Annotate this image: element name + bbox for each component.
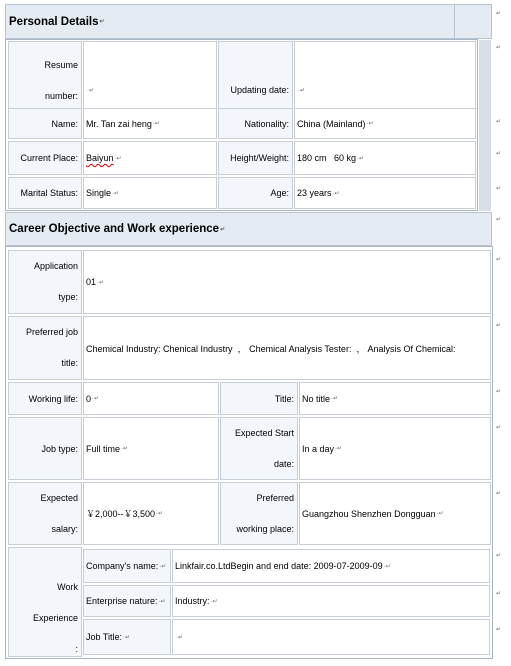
end-of-row-mark: ↵ xyxy=(496,11,502,17)
expected-start-date-value: In a day ·↵ xyxy=(299,417,491,480)
expected-salary-value: ￥2,000--￥3,500 ·↵ xyxy=(83,482,219,545)
marital-status-label: Marital Status: xyxy=(8,177,82,209)
end-of-row-mark: ↵ xyxy=(496,627,502,633)
header-divider xyxy=(454,4,455,39)
age-label: Age: xyxy=(218,177,293,209)
right-margin-bar xyxy=(479,40,491,211)
enterprise-nature-label: Enterprise nature: ·↵ xyxy=(83,585,171,617)
end-of-row-mark: ↵ xyxy=(496,591,502,597)
height-weight-label: Height/Weight: xyxy=(218,141,293,175)
enterprise-nature-value: Industry: ·↵ xyxy=(172,585,490,617)
name-value: Mr. Tan zai heng ·↵ xyxy=(83,108,217,139)
name-label: Name: xyxy=(8,108,82,139)
work-experience-label: Work Experience : xyxy=(8,547,82,657)
resume-number-label: Resume number: xyxy=(8,41,82,139)
current-place-value: Baiyun ·↵ xyxy=(83,141,217,175)
end-of-row-mark: ↵ xyxy=(496,257,502,263)
current-place-label: Current Place: xyxy=(8,141,82,175)
nationality-label: Nationality: xyxy=(218,108,293,139)
updating-date-label: Updating date: xyxy=(218,41,293,139)
application-type-value: 01 ·↵ xyxy=(83,250,491,314)
company-name-label: Company's name: ·↵ xyxy=(83,549,171,583)
personal-details-header: Personal Details ↵ xyxy=(5,4,492,39)
preferred-working-place-value: Guangzhou Shenzhen Dongguan ·↵ xyxy=(299,482,491,545)
marital-status-value: Single ·↵ xyxy=(83,177,217,209)
end-of-row-mark: ↵ xyxy=(496,491,502,497)
preferred-job-title-value: Chemical Industry: Chenical Industry ， Chemical Analysis Tester: ， Analysis Of Chemical: xyxy=(83,316,491,380)
end-of-row-mark: ↵ xyxy=(496,151,502,157)
career-objective-header: Career Objective and Work experience ↵ xyxy=(5,212,492,246)
resume-number-value: ·↵ xyxy=(83,41,217,139)
end-of-row-mark: ↵ xyxy=(496,323,502,329)
end-of-row-mark: ↵ xyxy=(496,217,502,223)
working-life-label: Working life: xyxy=(8,382,82,415)
updating-date-value: ·↵ xyxy=(294,41,476,139)
end-of-row-mark: ↵ xyxy=(496,553,502,559)
end-of-row-mark: ↵ xyxy=(496,119,502,125)
career-objective-title: Career Objective and Work experience xyxy=(9,223,220,235)
end-of-row-mark: ↵ xyxy=(496,186,502,192)
expected-salary-label: Expected salary: xyxy=(8,482,82,545)
job-title-label: Job Title: ·↵ xyxy=(83,619,171,655)
job-title-value: ·↵ xyxy=(172,619,490,655)
preferred-job-title-label: Preferred job title: xyxy=(8,316,82,380)
age-value: 23 years ·↵ xyxy=(294,177,476,209)
job-type-value: Full time ·↵ xyxy=(83,417,219,480)
nationality-value: China (Mainland) ·↵ xyxy=(294,108,476,139)
expected-start-date-label: Expected Start date: xyxy=(220,417,298,480)
title-value: No title ·↵ xyxy=(299,382,491,415)
end-of-row-mark: ↵ xyxy=(496,425,502,431)
end-of-row-mark: ↵ xyxy=(496,389,502,395)
job-type-label: Job type: xyxy=(8,417,82,480)
title-label: Title: xyxy=(220,382,298,415)
application-type-label: Application type: xyxy=(8,250,82,314)
height-weight-value: 180 cm 60 kg ·↵ xyxy=(294,141,476,175)
working-life-value: 0 ·↵ xyxy=(83,382,219,415)
end-of-row-mark: ↵ xyxy=(496,45,502,51)
personal-details-title: Personal Details xyxy=(9,15,99,28)
company-name-value: Linkfair.co.LtdBegin and end date: 2009-07-2009-09 ·↵ xyxy=(172,549,490,583)
preferred-working-place-label: Preferred working place: xyxy=(220,482,298,545)
